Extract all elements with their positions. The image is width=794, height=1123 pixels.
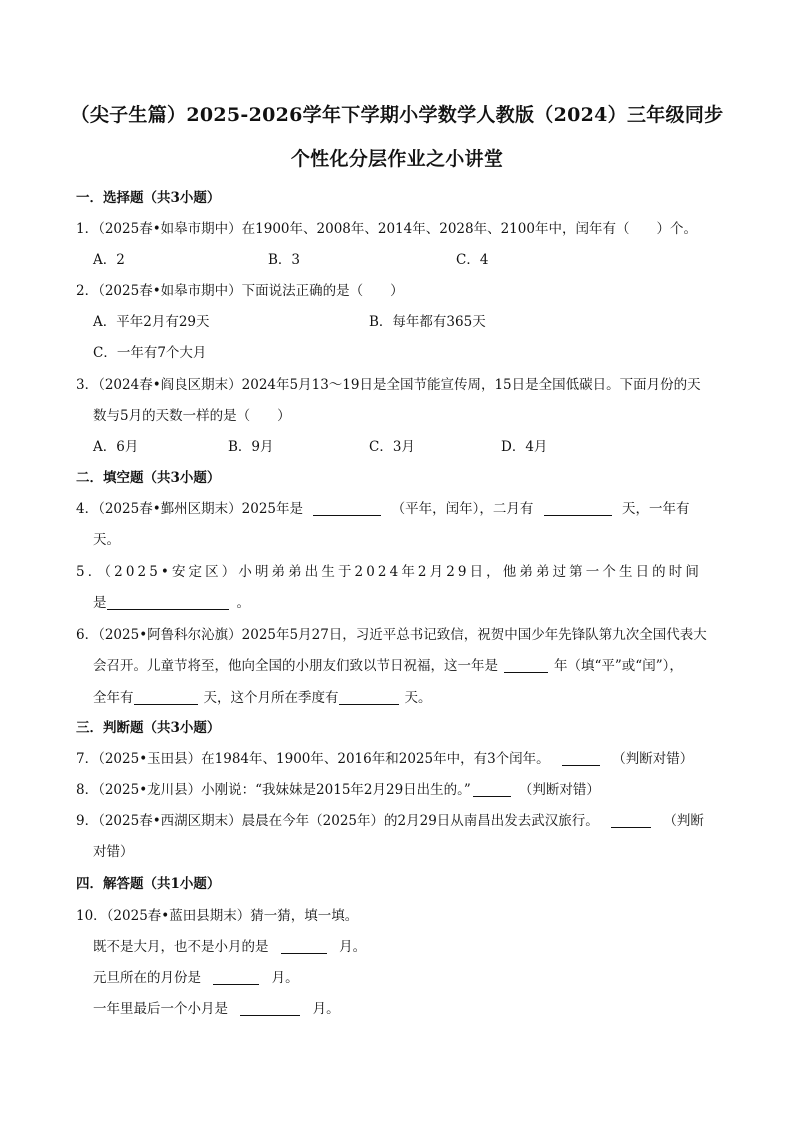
question-2-option-b: B．每年都有365天 <box>369 314 486 330</box>
question-3-text-line-1: 3．（2024春•阎良区期末）2024年5月13～19日是全国节能宣传周，15日是全国低碳日。下面月份的天 <box>76 377 701 393</box>
question-3-text-line-2: 数与5月的天数一样的是（ ） <box>93 408 291 424</box>
question-5-blank[interactable] <box>107 595 229 610</box>
question-2-option-c: C．一年有7个大月 <box>93 345 207 361</box>
question-10-blank-2[interactable] <box>213 970 259 985</box>
question-6-blank-2[interactable] <box>134 690 198 705</box>
question-6-part-4: 全年有 <box>93 690 134 706</box>
question-6-part-6: 天。 <box>404 690 432 706</box>
question-1-option-a: A．2 <box>93 252 125 268</box>
question-7-line <box>76 747 693 767</box>
question-8-line <box>76 778 600 798</box>
question-10-line-3 <box>93 997 340 1017</box>
question-3-option-d: D．4月 <box>501 439 548 455</box>
question-2-option-a: A．平年2月有29天 <box>93 314 210 330</box>
question-9-line-2: 对错） <box>93 844 134 860</box>
question-10-blank-1[interactable] <box>281 939 327 954</box>
question-6-line-1: 6．（2025•阿鲁科尔沁旗）2025年5月27日，习近平总书记致信，祝贺中国少年先锋队第九次全国代表大 <box>76 627 707 643</box>
question-4-part-3: 天，一年有 <box>621 501 690 517</box>
question-1-option-b: B．3 <box>268 252 301 268</box>
question-8-blank[interactable] <box>473 782 511 797</box>
question-1-text: 1．（2025春•如皋市期中）在1900年、2008年、2014年、2028年、2100年中，闰年有（ ）个。 <box>76 221 697 237</box>
section-heading-fill: 二．填空题（共3小题） <box>76 470 221 486</box>
question-7-suffix: （判断对错） <box>612 751 694 767</box>
question-9-line-1 <box>76 809 704 829</box>
question-1-option-c: C．4 <box>456 252 489 268</box>
question-9-blank[interactable] <box>611 813 651 828</box>
question-5-part-3: 。 <box>236 595 250 611</box>
question-10-line-2-suffix: 月。 <box>271 970 299 986</box>
question-5-part-2: 是 <box>93 595 107 611</box>
question-6-blank-1[interactable] <box>504 658 548 673</box>
question-4-part-4: 天。 <box>93 532 120 548</box>
document-title-line-2: 个性化分层作业之小讲堂 <box>290 148 504 170</box>
question-10-line-1-text: 既不是大月，也不是小月的是 <box>93 939 269 955</box>
document-title-line-1: （尖子生篇）2025-2026学年下学期小学数学人教版（2024）三年级同步 <box>70 104 724 126</box>
question-4-line-1 <box>76 497 689 517</box>
question-6-blank-3[interactable] <box>339 690 399 705</box>
section-heading-answer: 四．解答题（共1小题） <box>76 876 221 892</box>
question-4-blank-2[interactable] <box>544 501 612 516</box>
question-6-part-2: 会召开。儿童节将至，他向全国的小朋友们致以节日祝福，这一年是 <box>93 658 498 674</box>
question-8-suffix: （判断对错） <box>518 782 600 798</box>
question-10-text: 10．（2025春•蓝田县期末）猜一猜，填一填。 <box>76 908 359 924</box>
question-3-option-a: A．6月 <box>93 439 139 455</box>
question-5-line-1: 5．（2025•安定区）小明弟弟出生于2024年2月29日，他弟弟过第一个生日的时间 <box>76 564 702 580</box>
section-heading-choice: 一．选择题（共3小题） <box>76 190 221 206</box>
question-10-line-3-suffix: 月。 <box>312 1001 340 1017</box>
question-7-text: 7．（2025•玉田县）在1984年、1900年、2016年和2025年中，有3个闰年。 <box>76 751 550 767</box>
question-10-line-1 <box>93 935 366 955</box>
question-5-line-2 <box>93 591 250 611</box>
question-6-line-2 <box>93 654 683 674</box>
question-10-line-1-suffix: 月。 <box>339 939 367 955</box>
question-3-option-b: B．9月 <box>228 439 274 455</box>
question-4-part-2: （平年，闰年），二月有 <box>391 501 534 517</box>
question-9-text: 9．（2025春•西湖区期末）晨晨在今年（2025年）的2月29日从南昌出发去武汉旅行。 <box>76 813 599 829</box>
question-6-line-3 <box>93 686 432 706</box>
section-heading-judge: 三．判断题（共3小题） <box>76 720 221 736</box>
question-2-text: 2．（2025春•如皋市期中）下面说法正确的是（ ） <box>76 283 404 299</box>
question-3-option-c: C．3月 <box>369 439 415 455</box>
question-10-line-2 <box>93 966 299 986</box>
question-6-part-3: 年（填“平”或“闰”）， <box>554 658 683 674</box>
question-4-part-1: 4．（2025春•鄞州区期末）2025年是 <box>76 501 304 517</box>
question-10-blank-3[interactable] <box>240 1001 300 1016</box>
question-9-suffix: （判断 <box>663 813 704 829</box>
question-4-blank-1[interactable] <box>313 501 381 516</box>
question-10-line-2-text: 元旦所在的月份是 <box>93 970 201 986</box>
question-7-blank[interactable] <box>562 751 600 766</box>
question-8-text: 8．（2025•龙川县）小刚说：“我妹妹是2015年2月29日出生的。” <box>76 782 471 798</box>
question-6-part-5: 天，这个月所在季度有 <box>203 690 339 706</box>
question-10-line-3-text: 一年里最后一个小月是 <box>93 1001 228 1017</box>
